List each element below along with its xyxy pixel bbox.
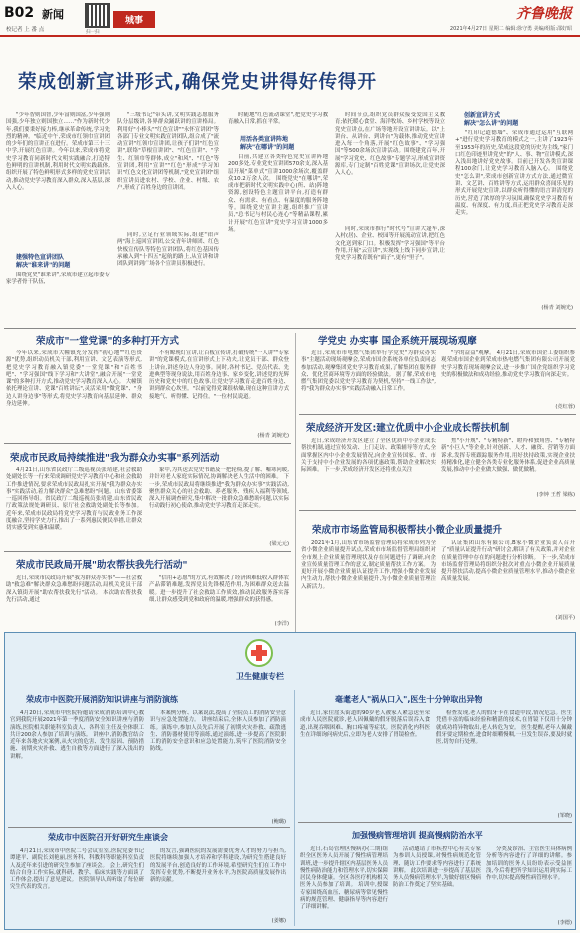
volunteer-col-1: 今年以来,荣成市大幢镇充分发挥"初心地""红色资源"优势,组织动员机关干部,利用宣讲、文艺表演等形式,把党史学习教育融入镇党委"一堂党课"和"百姓书吧"、"学习强国"线下学习和"大讲堂",融合开展"一堂党课"的多种打开方式,推动党史学习教育深入人心。 大幢镇依托理论宣讲、党课"百姓讲坛",灵活采用"微党课"、"身边人讲身边事"等形式,将党史学习教育向基层延伸、群众身边延伸。 [6, 350, 142, 408]
lead-col-4: 时间节点,组织党员群众接受爱国主义教育;依托暖心食堂、海洋牧场、乡村学校等设立党史宣讲点,在广场等地开设宣讲讲坛。以"上讲台、从讲台、到讲台"为载体,推动党史宣讲进入每一个角落,开展"红色故事"、"学习强国"等500余场次宣讲活动。围绕建党百年,开展"学习党史、红色故事"专题学习,形成宣讲资源库,专门定制"百姓党课"宣讲场次,让党史深入人心。 [335, 112, 445, 177]
market-col-1: 2021年1月,山东省市场监督管理局将荣成市列为全省小微企业质量提升试点,荣成市市场监督管理局组织对全市规上企业质量管理现状及存在问题进行了调研,向企业宣传质量管理工作的意义,制定质量帮扶工作方案。 为更好开展小微企业质量认证提升工作,增强小微企业发展内生动力,帮扶小微企业质量提升,为小微企业质量管理注入新活力。 [301, 540, 436, 590]
health-banner [210, 638, 310, 686]
qr-caption: 扫一扫 [86, 30, 100, 35]
paper-logo: 齐鲁晚报 [516, 6, 572, 22]
lead-subhead-1: 建强特色宣讲团队 解决"谁来讲"的问题 [16, 254, 71, 269]
health-article4-col1: 近日,石岛管理区慢病办(二期)组织全区医务人员开展了慢性病管理培训班,进一步提升辖区内基层医务人员慢性病防治能力和管理水平,切实保障居民身体健康。全区各医疗机构相关医务人员参加了培训。 培训中,授课专家围绕高血压、糖尿病等常见慢性病的规范管理、健康指导等内容进行了详细讲解。 [300, 846, 388, 911]
help-byline: (李洋) [274, 621, 289, 627]
volunteer-col-2: 不有鲸现灯宣讲,让百板宣传讲,打破传统"一人讲""专家讲"的党课模式,在宣讲形式上下功夫,让党员干部、群众登上讲台,讲述身边人身边事。同时,各村书记、党员代表、先进典型等现身说法,用百姓身边事、家乡变化,讲述党的光辉历史和党史中的红色故事,让党史学习教育走进百姓身边、讲到群众心坎里。"以前觉得党课很枯燥,现在这种宣讲方式接地气、听得懂、记得住。"一位村民说道。 [149, 350, 289, 400]
lead-subhead-3: 创新宣讲方式 解决"怎么讲"的问题 [464, 112, 519, 127]
service-byline: (梁元元) [269, 541, 289, 547]
market-article-title: 荣成市市场监管局积极帮扶小微企业质量提升 [312, 525, 503, 536]
market-byline: (刘国平) [555, 615, 575, 621]
lead-col-5: "红印记道德墙"、荣成市通过运用"互联网+"进行党史学习教育的模式之一,主讲了1923年至1953年的历史,荣成这段党的历史为主线,"家门口红色印迹里讲党史"的"人、事、物"宣讲模式,深入浅出地讲好党史故事。目前已开发各类宣讲课程100余门,让党史学习教育入脑入心。 围绕党史"怎么讲",荣成市创新宣讲方式方法,通过微宣讲、文艺讲、百姓讲等方式,运用群众喜闻乐见的形式开展党史宣讲,以群众听得懂的语言讲清党的历史,营造了浓厚的学习氛围,确保党史学习教育有温度、有深度、有力度,真正把党史学习教育走深走实。 [455, 130, 573, 217]
lead-col-1b: 围绕党史"谁来讲",荣成市建立起市委专家学者骨干队伍, [6, 272, 110, 286]
lead-col-2: "三级书记"带头讲,文明实践志愿服务队分层级讲,各界群众踊跃讲的宣讲格局。利用好"小棒头""红色宣讲""永怀宣讲团"等各部门专业文明实践宣讲团队,组合成了"流动宣讲"红领巾宣讲团,让孩子们讲"红色宣讲",联络"草根宣讲团"、"红色宣讲"、"学生、红领巾等群体,成立"和风"、"红色"等宣讲团,利用"宣讲""红色"形成"学习知识"红色文化宣讲团等机制,"党史宣讲团"组织宣讲员进农村、学校、企业、村级、农户,形成了百姓身边的宣讲团。 [117, 112, 219, 191]
party-article-title: 学党史 办实事 国企系统开展现场观摩 [318, 336, 477, 347]
party-col-2: "学的益益"观摩。 4月21日,荣成市国企工委组织参观荣成市国企业到荣成市热电燃气集团有限公司开展党史学习教育现场观摩会议,进一步推广国企党组织学习党史的积极做法和成功经验,推动党史学习教育向深走实。 [441, 350, 575, 378]
health-icon [242, 638, 276, 668]
health-article4-col3: 分类及诊治、主管医生具体病例分析等内容进行了详细的讲解。参加培训的医务人员纷纷表示受益匪浅,今后将把所学知识运用到实际工作中,切实提高慢性病管理水平。 [486, 846, 572, 882]
lead-col-3: 时随地"红色流动课堂",把党史学习教育融入日常,抓在平常。 [228, 112, 328, 126]
lead-article [0, 112, 580, 322]
health-article4-col2: 活动邀请了市疾控中心有关专家为参训人员授课,对慢性病规范化管理、随访工作要求等内容进行了系统讲解。 此次培训进一步提高了基层医务人员慢病管理水平,为做好辖区慢病防治工作奠定了坚实基础。 [393, 846, 481, 889]
lead-byline: (杨青 刘婉光) [541, 305, 573, 311]
health-article4-byline: (李德) [557, 920, 572, 926]
lead-col-4b: 同时,荣成市推行"时代号"宣讲大篷车,深入村(居)、企业、校园等开展流动宣讲,把红色文化送到家门口。积极发挥"学习强国"等平台作用,开展"云宣讲",实现线上线下同步宣讲,让党史学习教育既有"面子",更有"里子"。 [335, 226, 445, 262]
page-headline: 荣成创新宣讲形式,确保党史讲得好传得开 [18, 72, 378, 93]
lead-col-3b: 目前,共建立各类特色党史宣讲阵地200多处,专业党史宣讲团570余支,深入基层开展"菜单式"宣讲1000余场次,覆盖群众10.2万余人次。 围绕党史"在哪讲",荣成市把新时代文明实践中心(所、站)阵地资源,创设特色主题宣讲平台,打造有群众、有需求、有看点、有温度的服务阵地等。围绕党史宣讲主题,组织推广宣讲员,"总书记与村民心连心"等精品课程,累计开展"红色宣讲"党史学习宣讲1000多场。 [228, 154, 328, 233]
health-article1-col1: 4月20日,荣成市中医院特邀请荣成消防培训中心教官到我院开展2021年第一季度消防安全知识讲座与消防演练,医院相关职能科室负责人、各科室主任及全体职工共计200余人参加了培训与演练。 讲座中,消防教官结合近年来各地火灾案例,从火灾的危害、发生原因、预防措施、初期火灾扑救、逃生自救等方面进行了深入浅出的讲解。 [10, 710, 144, 760]
health-article2-col2: 的发言,强调医院的发展需要优秀人才的努力与担当,医院将继续加强人才培养和学科建设,为研究生搭建良好的发展平台,创造良好的工作环境,希望研究生们在工作中发挥专业优势,不断提升业务水平,为医院高质量发展作出新的贡献。 [150, 848, 286, 884]
service-col-1: 4月21日,山东省民政厅二级巡视员张靖建,社会救助处副处长等一行来荣成调研党史学习教育中心和社会救助工作推进情况,要求荣成市民政局扎实开展"我为群众办实事"实践活动,着力解决群众"急难愁盼"问题。山东省委第一巡回指导组。省民政厅二级巡视员张靖建,山东省民政厅政策法规处调研员、原厅社会救助处副处长等参加。 近年来,荣成市民政局将党史学习教育与民政业务工作深度融合,坚持学史力行,推出了一系列惠民便民举措,让群众切实感受到实惠和温暖。 [6, 467, 142, 532]
masthead [0, 0, 580, 36]
health-article4-title: 加强慢病管理培训 提高慢病防治水平 [352, 831, 483, 840]
lead-subhead-2: 用活各类宣讲阵地 解决"在哪讲"的问题 [240, 136, 295, 151]
party-byline: (竞红蓉) [555, 404, 575, 410]
devzone-col-1: 近日,荣成经济开发区建立了全区优质中小企业成长帮扶机制,通过宣传发动、上门走访、政策辅导等方式,全面掌握区内中小企业发展情况,向企业宣传国家、省、市关于支持中小企业发展的各项优惠政策,帮助企业解决实际困难。 下一步,荣成经济开发区还将重点关注 [301, 438, 436, 474]
volunteer-byline: (杨青 刘婉光) [257, 433, 289, 439]
health-article2-col1: 4月21日,荣成市中医院二号会议室室,医院党委书记谭建平、副院长刘艳丽,医务科、科教科等职能科室负责人及近年来引进的研究生参加了座谈会。 会上,研究生们结合自身工作实际,就科研、教学、临床实践等方面谈了工作体会,提出了意见建议。 医院领导认真听取了每位研究生代表的发言。 [10, 848, 144, 891]
lead-col-1: "少年智则国智,少年富则国富,少年强则国强,少年独立则国独立……"作为新时代少年,我们要秉好接力棒,继承革命传统,学习先烈的精神。"临近中午,荣成市红领巾宣讲团的少年们的宣讲正在进行。荣成市第三十三中学,开展红色宣讲。今年以来,荣成市将党史学习教育同新时代文明实践融合,打造特色鲜明的宣讲机制,利用时代文明实践载体,组织开展了特色鲜明形式多样的党史宣讲活动,推动党史学习教育深入群众,深入基层,深入人心。 [6, 112, 110, 191]
devzone-article-title: 荣成经济开发区:建立优质中小企业成长帮扶机制 [306, 423, 510, 434]
service-col-2: 象中,为其送去党史书籍及一把轮椅,提了解、嘘寒问暖,并针对老人家庭实际情况,协调解决老人生活中的困难。 下一步,荣成市民政局将继续推进"我为群众办实事"实践活动,聚焦群众关心的社会救助、养老服务、残疾人福利等领域,深入开展调查研究,集中解决一批群众急难愁盼问题,以实际行动践行初心使命,推动党史学习教育走深走实。 [149, 467, 289, 510]
date-line: 2021年4月27日 星期二 编辑:徐守勇 美编/组版:邵好昭 [449, 26, 572, 32]
section-tag: 城事 [113, 11, 155, 28]
health-article1-col2: 本案例分析、以案说法,提高了全院员工的消防安全意识与应急处置能力。 讲座结束后,全体人员参加了消防演练。演练中,参加人员先后开展了初期火灾扑救、疏散逃生、消防器材使用等演练,通过演练,进一步提高了医院职工的消防安全意识和应急处置能力,筑牢了医院消防安全防线。 [150, 710, 286, 753]
editor-line: 校记者 上 番 点 [6, 27, 45, 33]
devzone-byline: (李钟 王哲 梁栋) [536, 492, 575, 498]
health-article3-col1: 近日,家住崖头街道的90岁老人被家人紧急送至荣成市人民医院就诊,老人因佩戴的假牙脱落后误吞入食道,出现吞咽困难、胸口疼痛等症状。医院消化内科医生在详细询问病史后,立即为老人安排了胃镜检查。 [300, 710, 430, 738]
health-article1-byline: (鲍璐) [271, 819, 286, 825]
qr-code-icon [85, 3, 110, 28]
health-article3-byline: (邹晓) [557, 813, 572, 819]
health-article2-title: 荣成市中医院召开好研究生座谈会 [48, 833, 168, 842]
volunteer-article-title: 荣成市"一堂党课"的多种打开方式 [36, 336, 179, 347]
party-col-1: 近日,荣成市市电燃气集团举行学党史"为群众办实事"主题活动现场观摩会,荣成市国企系统各单位负责同志参加活动,观摩集团党史学习教育成果,了解集团在服务群众、优化营商环境等方面的经验做法。 据了解,荣成市电燃气集团党委以党史学习教育为契机,坚持"一线工作法",将"我为群众办实事"实践活动融入日常工作。 [301, 350, 436, 393]
page-number: B02 [4, 5, 35, 21]
lead-col-2b: 同时,立足行业领域实际,组建"铂声两"海上巡回宣讲团,公交青年讲师团、红色快板宣传队等特色宣讲团队,将红色基因传承融入到"十四五"起航的路上,从宣讲和讲团队到讲到广场各个宣讲员积极进行。 [117, 232, 219, 268]
health-column-title: 卫生健康专栏 [236, 672, 284, 681]
section-name: 新闻 [42, 8, 64, 21]
devzone-col-2: 焦"小升规"、"专精特新"、瞪羚和独角兽、"专精特新"小巨人"等企业,针对创新、人才、融资、营销等方面诉求,发挥专班跟踪服务作用,用好扶持政策,实现企业扶持精准化,建立健全各类专业化服务体系,促进企业高质量发展,推动中小企业做大做强、做优做精。 [441, 438, 575, 474]
help-col-1: 近日,荣成市民政局开展"我为群众办实事"——社会救助"救急难"解决群众急难愁盼问题活动,局机关党员干部深入镇街开展"助农帮扶我先行"活动。 本次助农帮扶我先行活动,通过 [6, 575, 142, 603]
health-article2-byline: (姜娜) [271, 918, 286, 924]
health-article3-col2: 检查发现,老人的假牙卡在食道中段,情况危急。医生凭借丰富的临床经验和精湛的技术,在胃镜下仅用十分钟就成功将异物取出,老人转危为安。 医生提醒,老年人佩戴假牙要定期检查,进食时细嚼慢咽,一旦发生误吞,要及时就医,切勿自行处理。 [436, 710, 572, 746]
help-col-2: "信用+志愿"的方式,有效解决了经济困难低收入群体农产品滞销难题,发挥党员先锋模范作用,为困难群众送去温暖。进一步提升了社会救助工作质效,推动民政服务落实落细,让群众感受到党和政府的温暖,增强群众的获得感。 [149, 575, 289, 603]
health-article3-title: 毫耄老人"祸从口入",医生十分钟取出异物 [335, 695, 483, 704]
market-col-2: 认证集团山东有限公司,B家小微企业负责人召开了"质量认证提升行动"研讨会,解读了有关政策,并对企业在质量管理中存在的问题进行分析诊断。 下一步,荣成市市场监督管理局将组织分批次对重点小微企业开展质量提升帮扶活动,提高小微企业质量管理水平,推动小微企业高质量发展。 [441, 540, 575, 583]
help-article-title: 荣成市民政局开展"助农帮扶我先行活动" [16, 560, 188, 571]
health-article1-title: 荣成市中医院开展消防知识讲座与消防演练 [26, 695, 178, 704]
service-article-title: 荣成市民政局持续推进"我为群众办实事"系列活动 [10, 453, 220, 464]
